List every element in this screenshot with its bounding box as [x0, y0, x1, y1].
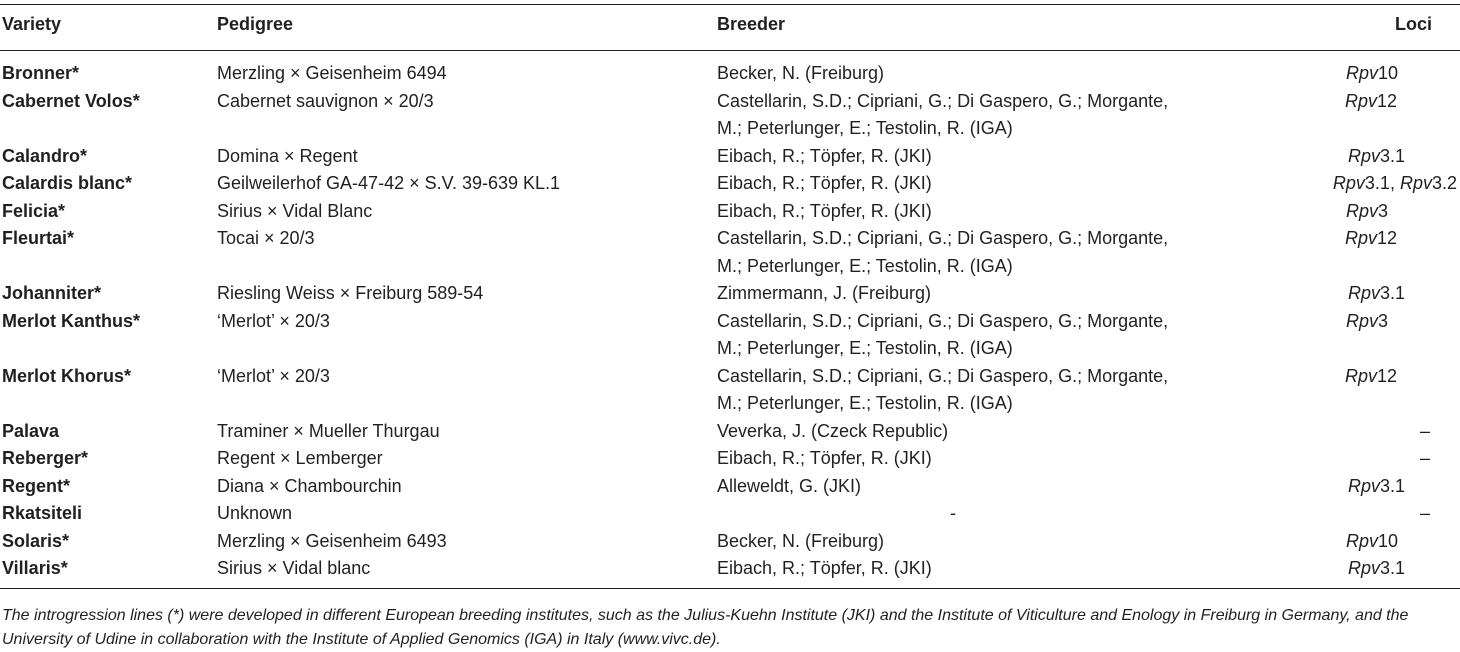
variety-cell: Cabernet Volos*	[2, 90, 140, 111]
loci-prefix: Rpv	[1347, 283, 1380, 303]
table-row	[0, 280, 1460, 308]
loci-cell	[1257, 280, 1457, 308]
breeder-cell	[717, 445, 932, 473]
loci-cell	[1257, 143, 1457, 171]
loci-cell	[1257, 60, 1457, 88]
breeder-line: Eibach, R.; Töpfer, R. (JKI)	[717, 200, 932, 221]
breeder-line: Zimmermann, J. (Freiburg)	[717, 283, 932, 303]
breeder-line: Eibach, R.; Töpfer, R. (JKI)	[717, 448, 932, 468]
breeder-line: Castellarin, S.D.; Cipriani, G.; Di Gaspero, G.; Morgante,	[717, 90, 1169, 111]
variety-cell: Johanniter*	[2, 283, 102, 303]
loci-value	[1257, 445, 1457, 473]
breeder-cell	[717, 528, 884, 556]
loci-cell	[1257, 445, 1457, 473]
pedigree-cell: Cabernet sauvignon × 20/3	[217, 90, 434, 111]
pedigree-cell: Geilweilerhof GA-47-42 × S.V. 39-639 KL.1	[217, 173, 561, 193]
loci-value	[1257, 363, 1457, 391]
breeder-cell	[950, 500, 956, 528]
loci-cell	[1257, 170, 1457, 198]
loci-value	[1257, 198, 1457, 226]
table-row	[0, 308, 1460, 363]
breeder-line: Eibach, R.; Töpfer, R. (JKI)	[717, 145, 932, 166]
breeder-line: Eibach, R.; Töpfer, R. (JKI)	[717, 173, 932, 193]
loci-cell	[1257, 555, 1457, 583]
loci-number: 3	[1377, 200, 1388, 221]
variety-cell: Fleurtai*	[2, 228, 75, 248]
breeder-cell	[717, 280, 931, 308]
table-row	[0, 225, 1460, 280]
loci-prefix: Rpv	[1347, 558, 1380, 578]
loci-cell	[1257, 88, 1457, 116]
breeder-line: Becker, N. (Freiburg)	[717, 63, 885, 83]
loci-value: Rpv3.1, Rpv3.2	[1332, 173, 1457, 193]
loci-number: 3.2	[1431, 173, 1457, 193]
loci-value	[1257, 500, 1457, 528]
pedigree-cell: Sirius × Vidal Blanc	[217, 200, 373, 221]
loci-value	[1257, 60, 1457, 88]
pedigree-cell: ‘Merlot’ × 20/3	[217, 310, 330, 331]
variety-cell: Felicia*	[2, 200, 66, 221]
pedigree-cell: Merzling × Geisenheim 6493	[217, 530, 447, 551]
variety-cell: Rkatsiteli	[2, 503, 83, 523]
loci-number: 3.1	[1379, 145, 1405, 166]
table-row	[0, 60, 1460, 88]
pedigree-cell: Sirius × Vidal blanc	[217, 558, 371, 578]
breeder-line: M.; Peterlunger, E.; Testolin, R. (IGA)	[717, 255, 1013, 276]
variety-cell: Bronner*	[2, 63, 80, 83]
header-loci: Loci	[1394, 14, 1432, 34]
pedigree-cell: Regent × Lemberger	[217, 448, 383, 468]
table-row	[0, 473, 1460, 501]
pedigree-cell: Diana × Chambourchin	[217, 475, 402, 496]
loci-prefix: Rpv	[1344, 90, 1377, 111]
loci-prefix: Rpv	[1345, 310, 1378, 331]
variety-cell: Merlot Kanthus*	[2, 310, 141, 331]
variety-cell: Solaris*	[2, 530, 70, 551]
loci-prefix: Rpv	[1344, 228, 1377, 248]
loci-prefix: –	[1419, 448, 1430, 468]
breeder-cell	[717, 88, 1168, 143]
loci-number: 3	[1377, 310, 1388, 331]
breeder-cell	[717, 170, 932, 198]
breeder-line: M.; Peterlunger, E.; Testolin, R. (IGA)	[717, 118, 1013, 138]
pedigree-cell: Merzling × Geisenheim 6494	[217, 63, 447, 83]
loci-number: 3.1	[1379, 283, 1405, 303]
breeder-cell	[717, 198, 932, 226]
breeder-cell	[717, 363, 1168, 418]
loci-number: 12	[1376, 228, 1397, 248]
breeder-cell	[717, 473, 861, 501]
loci-value	[1257, 308, 1457, 336]
table-row	[0, 500, 1460, 528]
table-row	[0, 143, 1460, 171]
loci-number: 10	[1377, 63, 1398, 83]
loci-value	[1257, 143, 1457, 171]
loci-prefix: Rpv	[1344, 365, 1377, 386]
header-breeder: Breeder	[717, 14, 786, 34]
breeder-line: M.; Peterlunger, E.; Testolin, R. (IGA)	[717, 393, 1013, 413]
breeder-line: Castellarin, S.D.; Cipriani, G.; Di Gaspero, G.; Morgante,	[717, 310, 1169, 331]
breeder-line: Veverka, J. (Czeck Republic)	[717, 420, 949, 441]
loci-number: 12	[1376, 90, 1397, 111]
loci-value	[1257, 528, 1457, 556]
variety-cell: Calandro*	[2, 145, 88, 166]
table-row	[0, 198, 1460, 226]
breeder-line: -	[950, 503, 956, 523]
loci-number: 3.1	[1379, 558, 1405, 578]
loci-cell	[1257, 225, 1457, 253]
pedigree-cell: Domina × Regent	[217, 145, 358, 166]
breeder-cell	[717, 143, 932, 171]
loci-prefix: –	[1419, 420, 1430, 441]
table-row	[0, 418, 1460, 446]
loci-cell	[1257, 528, 1457, 556]
variety-cell: Regent*	[2, 475, 71, 496]
loci-prefix: Rpv	[1332, 173, 1365, 193]
loci-prefix: Rpv	[1345, 63, 1378, 83]
loci-value	[1257, 225, 1457, 253]
loci-value	[1257, 418, 1457, 446]
loci-cell	[1257, 363, 1457, 391]
loci-prefix: Rpv	[1345, 200, 1378, 221]
table-row	[0, 88, 1460, 143]
loci-cell	[1257, 500, 1457, 528]
loci-value	[1257, 555, 1457, 583]
loci-prefix: Rpv	[1347, 475, 1380, 496]
top-rule	[0, 4, 1460, 5]
loci-cell	[1257, 198, 1457, 226]
loci-prefix: –	[1419, 503, 1430, 523]
breeder-line: Castellarin, S.D.; Cipriani, G.; Di Gaspero, G.; Morgante,	[717, 228, 1169, 248]
loci-cell	[1257, 418, 1457, 446]
bottom-rule	[0, 588, 1460, 589]
pedigree-cell: Tocai × 20/3	[217, 228, 315, 248]
variety-cell: Calardis blanc*	[2, 173, 133, 193]
table-row	[0, 445, 1460, 473]
pedigree-cell: Traminer × Mueller Thurgau	[217, 420, 440, 441]
breeder-cell	[717, 225, 1168, 280]
pedigree-cell: Riesling Weiss × Freiburg 589-54	[217, 283, 484, 303]
pedigree-cell: Unknown	[217, 503, 293, 523]
breeder-cell	[717, 418, 948, 446]
loci-value	[1257, 280, 1457, 308]
header-pedigree: Pedigree	[217, 14, 294, 34]
loci-number: 10	[1377, 530, 1398, 551]
loci-cell	[1257, 308, 1457, 336]
table-row	[0, 170, 1460, 198]
variety-cell: Reberger*	[2, 448, 89, 468]
loci-value	[1257, 88, 1457, 116]
breeder-line: Castellarin, S.D.; Cipriani, G.; Di Gaspero, G.; Morgante,	[717, 365, 1169, 386]
loci-number: 3.1	[1364, 173, 1390, 193]
loci-cell	[1257, 473, 1457, 501]
loci-value	[1257, 473, 1457, 501]
table-row	[0, 555, 1460, 583]
loci-prefix: Rpv	[1347, 145, 1380, 166]
variety-cell: Merlot Khorus*	[2, 365, 132, 386]
header-rule	[0, 50, 1460, 51]
variety-cell: Villaris*	[2, 558, 68, 578]
breeder-line: M.; Peterlunger, E.; Testolin, R. (IGA)	[717, 338, 1013, 358]
loci-number: 3.1	[1379, 475, 1405, 496]
header-variety: Variety	[2, 14, 62, 34]
breeder-line: Alleweldt, G. (JKI)	[717, 475, 862, 496]
table-row	[0, 528, 1460, 556]
breeder-cell	[717, 308, 1168, 363]
breeder-line: Becker, N. (Freiburg)	[717, 530, 885, 551]
loci-number: 12	[1376, 365, 1397, 386]
variety-cell: Palava	[2, 420, 60, 441]
breeder-cell	[717, 60, 884, 88]
loci-prefix: Rpv	[1345, 530, 1378, 551]
breeder-cell	[717, 555, 932, 583]
table-body	[0, 60, 1460, 583]
breeder-line: Eibach, R.; Töpfer, R. (JKI)	[717, 558, 932, 578]
pedigree-cell: ‘Merlot’ × 20/3	[217, 365, 330, 386]
loci-prefix: Rpv	[1399, 173, 1432, 193]
table-row	[0, 363, 1460, 418]
table-footnote: The introgression lines (*) were developed in different European breeding institutes, such as the Julius-Kuehn Institute (JKI) and the Institute of Viticulture and Enology in Freiburg in Germany, and the University of Udine in collaboration with the Institute of Applied Genomics (IGA) in Italy (www.vivc.de).	[2, 607, 1409, 648]
